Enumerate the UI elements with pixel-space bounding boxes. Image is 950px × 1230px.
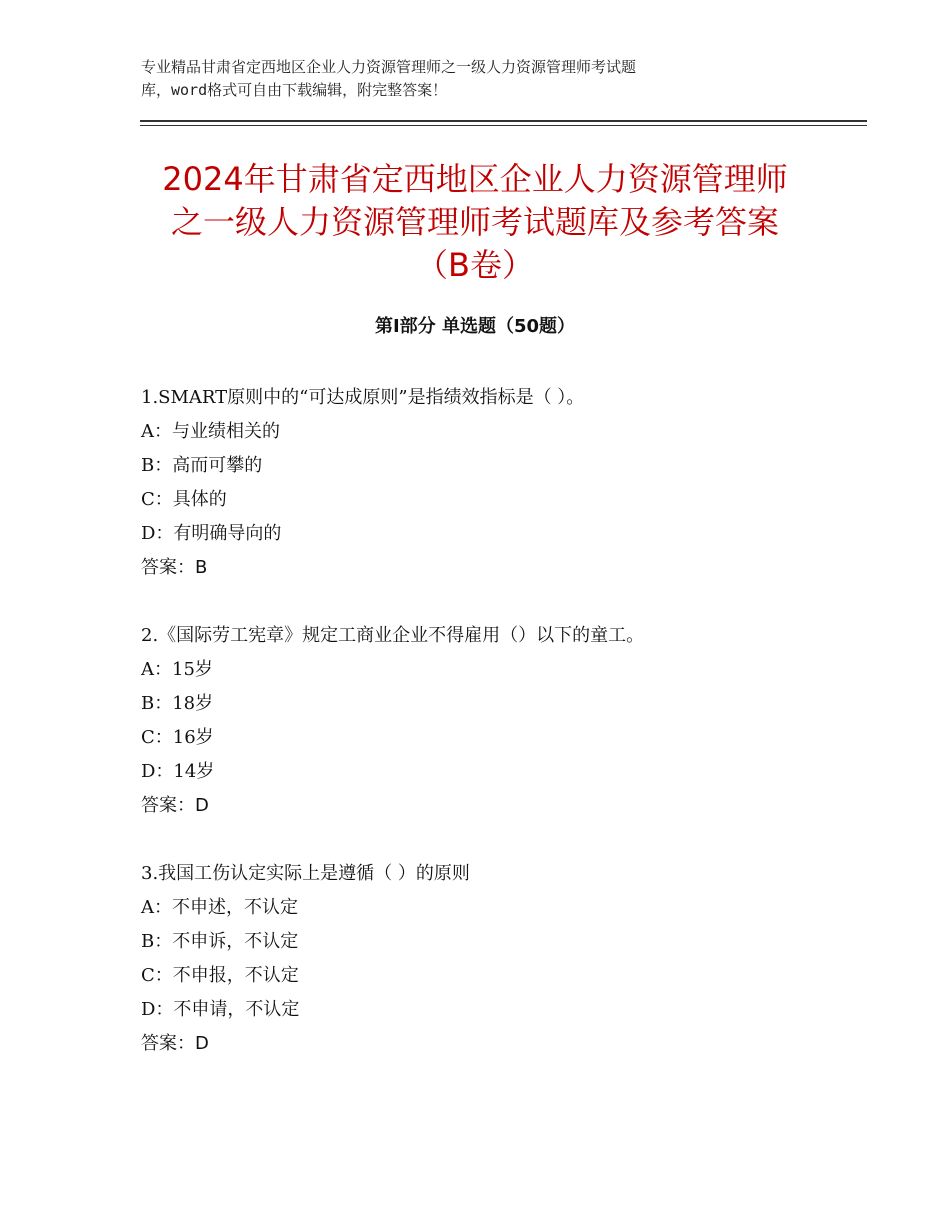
option-d: D：有明确导向的 [141,523,282,544]
question-stem: 3.我国工伤认定实际上是遵循（ ）的原则 [141,863,470,884]
option-a: A：15岁 [141,659,213,680]
option-d: D：不申请，不认定 [141,999,300,1020]
option-d: D：14岁 [141,761,215,782]
document-title [100,158,850,287]
option-a: A：不申述，不认定 [141,897,298,918]
answer: 答案：B [141,557,208,578]
option-b: B：不申诉，不认定 [141,931,299,952]
option-c: C：具体的 [141,489,227,510]
document-title-line-3: （B卷） [416,246,534,284]
answer: 答案：D [141,1033,209,1054]
question-stem: 2.《国际劳工宪章》规定工商业企业不得雇用（）以下的童工。 [141,625,645,646]
document-title-line-2: 之一级人力资源管理师考试题库及参考答案 [170,203,779,241]
question-3 [141,857,861,1061]
option-c: C：不申报，不认定 [141,965,299,986]
header-divider-thin [140,125,867,126]
document-title-line-1: 2024年甘肃省定西地区企业人力资源管理师 [162,160,788,198]
header-note [141,56,821,102]
section-title: 第Ⅰ部分 单选题（50题） [374,316,575,337]
question-stem: 1.SMART原则中的“可达成原则”是指绩效指标是（ ）。 [141,387,585,408]
option-b: B：高而可攀的 [141,455,263,476]
question-list [141,381,861,1095]
header-divider-thick [140,120,867,122]
question-1 [141,381,861,585]
option-a: A：与业绩相关的 [141,421,280,442]
question-2 [141,619,861,823]
header-note-line-2: 库，word格式可自由下载编辑，附完整答案！ [141,81,448,99]
option-b: B：18岁 [141,693,214,714]
header-note-line-1: 专业精品甘肃省定西地区企业人力资源管理师之一级人力资源管理师考试题 [141,58,637,76]
answer: 答案：D [141,795,209,816]
option-c: C：16岁 [141,727,214,748]
